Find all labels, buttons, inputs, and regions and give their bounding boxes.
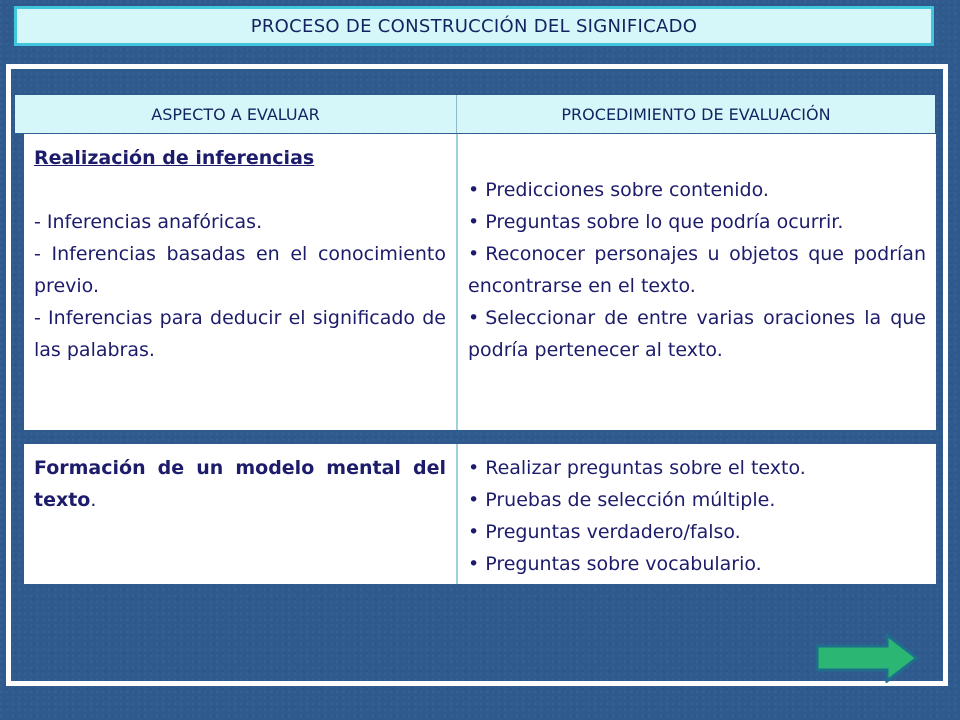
bullet-icon: • bbox=[468, 179, 480, 201]
list-item: • Preguntas sobre vocabulario. bbox=[468, 553, 762, 575]
table-header bbox=[15, 95, 935, 133]
aspect-cell bbox=[24, 444, 456, 584]
bullet-icon: • bbox=[468, 521, 480, 543]
table-row bbox=[24, 444, 936, 584]
aspect-line: - Inferencias para deducir el significado de las palabras. bbox=[34, 307, 446, 361]
list-item: • Predicciones sobre contenido. bbox=[468, 179, 769, 201]
bullet-icon: • bbox=[468, 553, 480, 575]
header-procedure: PROCEDIMIENTO DE EVALUACIÓN bbox=[561, 104, 831, 124]
arrow-right-icon bbox=[815, 633, 921, 683]
bullet-icon: • bbox=[468, 243, 480, 265]
list-item: • Preguntas sobre lo que podría ocurrir. bbox=[468, 211, 844, 233]
table-row bbox=[24, 134, 936, 430]
aspect-line: - Inferencias anafóricas. bbox=[34, 211, 263, 233]
aspect-title: Formación de un modelo mental del texto bbox=[34, 457, 446, 511]
bullet-icon: • bbox=[468, 211, 480, 233]
bullet-icon: • bbox=[468, 307, 480, 329]
aspect-title: Realización de inferencias bbox=[34, 147, 315, 169]
procedure-list bbox=[468, 452, 926, 580]
procedure-cell bbox=[458, 444, 936, 584]
list-item: • Realizar preguntas sobre el texto. bbox=[468, 457, 806, 479]
aspect-suffix: . bbox=[90, 489, 97, 511]
list-item: • Reconocer personajes u objetos que podrían encontrarse en el texto. bbox=[468, 243, 926, 297]
next-button[interactable] bbox=[815, 633, 921, 683]
aspect-line: - Inferencias basadas en el conocimiento previo. bbox=[34, 243, 446, 297]
aspect-cell bbox=[24, 134, 456, 430]
procedure-list bbox=[468, 174, 926, 366]
bullet-icon: • bbox=[468, 489, 480, 511]
list-item: • Seleccionar de entre varias oraciones la que podría pertenecer al texto. bbox=[468, 307, 926, 361]
procedure-cell bbox=[458, 134, 936, 430]
page-title-text: PROCESO DE CONSTRUCCIÓN DEL SIGNIFICADO bbox=[250, 15, 698, 37]
bullet-icon: • bbox=[468, 457, 480, 479]
header-aspect: ASPECTO A EVALUAR bbox=[151, 104, 320, 124]
list-item: • Preguntas verdadero/falso. bbox=[468, 521, 741, 543]
list-item: • Pruebas de selección múltiple. bbox=[468, 489, 776, 511]
page-title bbox=[14, 6, 934, 46]
